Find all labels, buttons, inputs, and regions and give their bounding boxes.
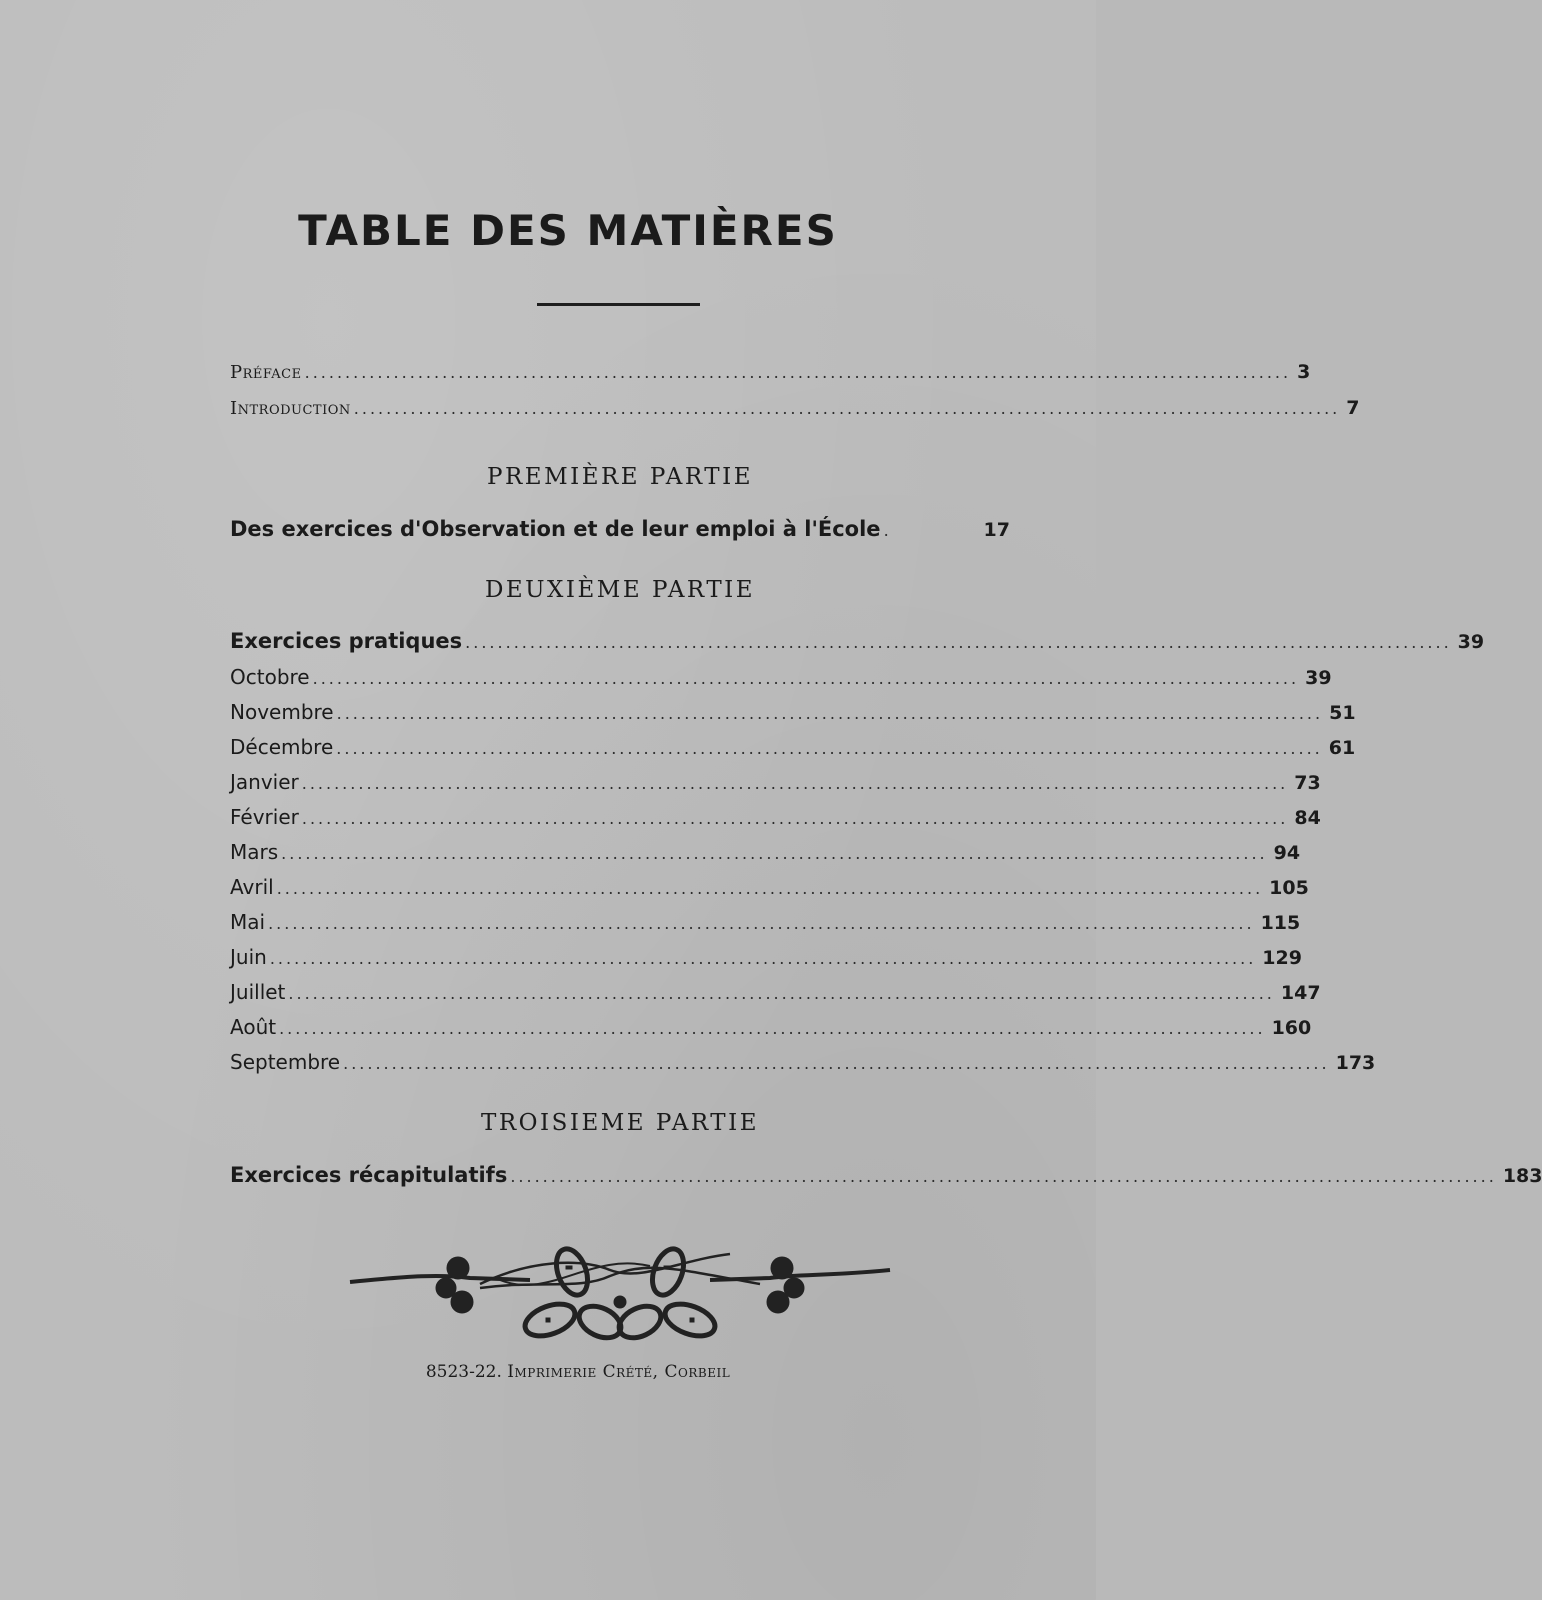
leader-dots: .......................................................................................................................... — [343, 1054, 1330, 1073]
toc-entry-label: Février — [230, 805, 299, 829]
toc-entry-page: 73 — [1294, 772, 1321, 794]
toc-entry — [230, 517, 1010, 545]
leader-dots: .......................................................................................................................... — [268, 914, 1255, 933]
toc-entry-label: Janvier — [230, 770, 299, 794]
toc-entry-page: 51 — [1329, 702, 1356, 724]
toc-entry-label: Juin — [230, 945, 267, 969]
toc-entry-label: Novembre — [230, 700, 334, 724]
toc-entry-page: 115 — [1260, 912, 1301, 934]
toc-entry — [230, 980, 1321, 1008]
part3-heading: TROISIEME PARTIE — [481, 1110, 759, 1136]
toc-entry — [230, 945, 1302, 973]
toc-entry — [230, 700, 1356, 728]
leader-dots: .......................................................................................................................... — [269, 949, 1257, 968]
toc-entry-label: Septembre — [230, 1050, 341, 1074]
page-title: TABLE DES MATIÈRES — [298, 206, 838, 255]
toc-entry — [230, 629, 1485, 657]
floral-ornament-icon — [350, 1240, 890, 1340]
toc-entry-label: Mai — [230, 910, 266, 934]
toc-entry-page: 129 — [1262, 947, 1302, 969]
toc-entry — [230, 875, 1309, 903]
toc-entry-label: Décembre — [230, 735, 334, 759]
toc-entry-page: 39 — [1305, 667, 1332, 689]
toc-entry — [230, 910, 1301, 938]
toc-entry — [230, 735, 1356, 763]
toc-entry-page: 105 — [1269, 877, 1309, 899]
leader-dots: .......................................................................................................................... — [301, 809, 1289, 828]
leader-dots: .......................................................................................................................... — [336, 739, 1323, 758]
toc-entry-label: Introduction — [230, 398, 351, 419]
toc-entry-label: Août — [230, 1015, 277, 1039]
leader-dots: .......................................................................................................................... — [301, 774, 1289, 793]
leader-dots: .......................................................................................................................... — [465, 633, 1452, 652]
toc-entry-preface — [230, 361, 1311, 389]
toc-entry-page: 39 — [1457, 631, 1485, 653]
toc-entry — [230, 665, 1332, 693]
toc-entry-label: Mars — [230, 840, 279, 864]
toc-entry-page: 160 — [1271, 1017, 1312, 1039]
leader-dots: .......................................................................................................................... — [353, 399, 1341, 418]
toc-entry-label: Exercices récapitulatifs — [230, 1163, 508, 1187]
toc-entry-page: 7 — [1346, 397, 1360, 419]
toc-entry-page: 183 — [1502, 1165, 1542, 1187]
toc-entry-page: 173 — [1335, 1052, 1376, 1074]
toc-entry — [230, 805, 1321, 833]
toc-entry — [230, 770, 1321, 798]
toc-entry — [230, 1015, 1312, 1043]
toc-entry-page: 3 — [1297, 361, 1311, 383]
part1-heading: PREMIÈRE PARTIE — [486, 464, 754, 490]
leader-dots: .......................................................................................................................... — [279, 1019, 1266, 1038]
toc-entry-introduction — [230, 397, 1360, 425]
toc-entry-page: 94 — [1273, 842, 1301, 864]
leader-dots: . — [883, 521, 892, 540]
toc-entry — [230, 840, 1301, 868]
imprint-number: 8523-22. — [425, 1362, 502, 1382]
toc-entry — [230, 1163, 1542, 1191]
leader-dots: .......................................................................................................................... — [336, 704, 1324, 723]
leader-dots: .......................................................................................................................... — [281, 844, 1268, 863]
toc-entry-page: 17 — [983, 519, 1010, 541]
toc-entry-label: Exercices pratiques — [230, 629, 463, 653]
leader-dots: .......................................................................................................................... — [276, 879, 1264, 898]
toc-entry-page: 84 — [1294, 807, 1321, 829]
toc-entry-label: Préface — [230, 362, 302, 383]
toc-entry-label: Des exercices d'Observation et de leur emploi à l'École — [230, 517, 881, 541]
toc-entry-label: Avril — [230, 875, 274, 899]
printer-imprint — [0, 1362, 1096, 1382]
leader-dots: .......................................................................................................................... — [304, 363, 1292, 382]
part2-heading: DEUXIÈME PARTIE — [484, 577, 756, 603]
leader-dots: .......................................................................................................................... — [312, 669, 1300, 688]
imprint-printer: Imprimerie Crété, Corbeil — [507, 1362, 731, 1382]
toc-entry-page: 61 — [1328, 737, 1356, 759]
toc-entry — [230, 1050, 1376, 1078]
toc-entry-page: 147 — [1280, 982, 1321, 1004]
leader-dots: .......................................................................................................................... — [288, 984, 1275, 1003]
toc-entry-label: Octobre — [230, 665, 310, 689]
title-rule — [537, 303, 700, 306]
toc-entry-label: Juillet — [230, 980, 286, 1004]
leader-dots: .......................................................................................................................... — [510, 1167, 1497, 1186]
